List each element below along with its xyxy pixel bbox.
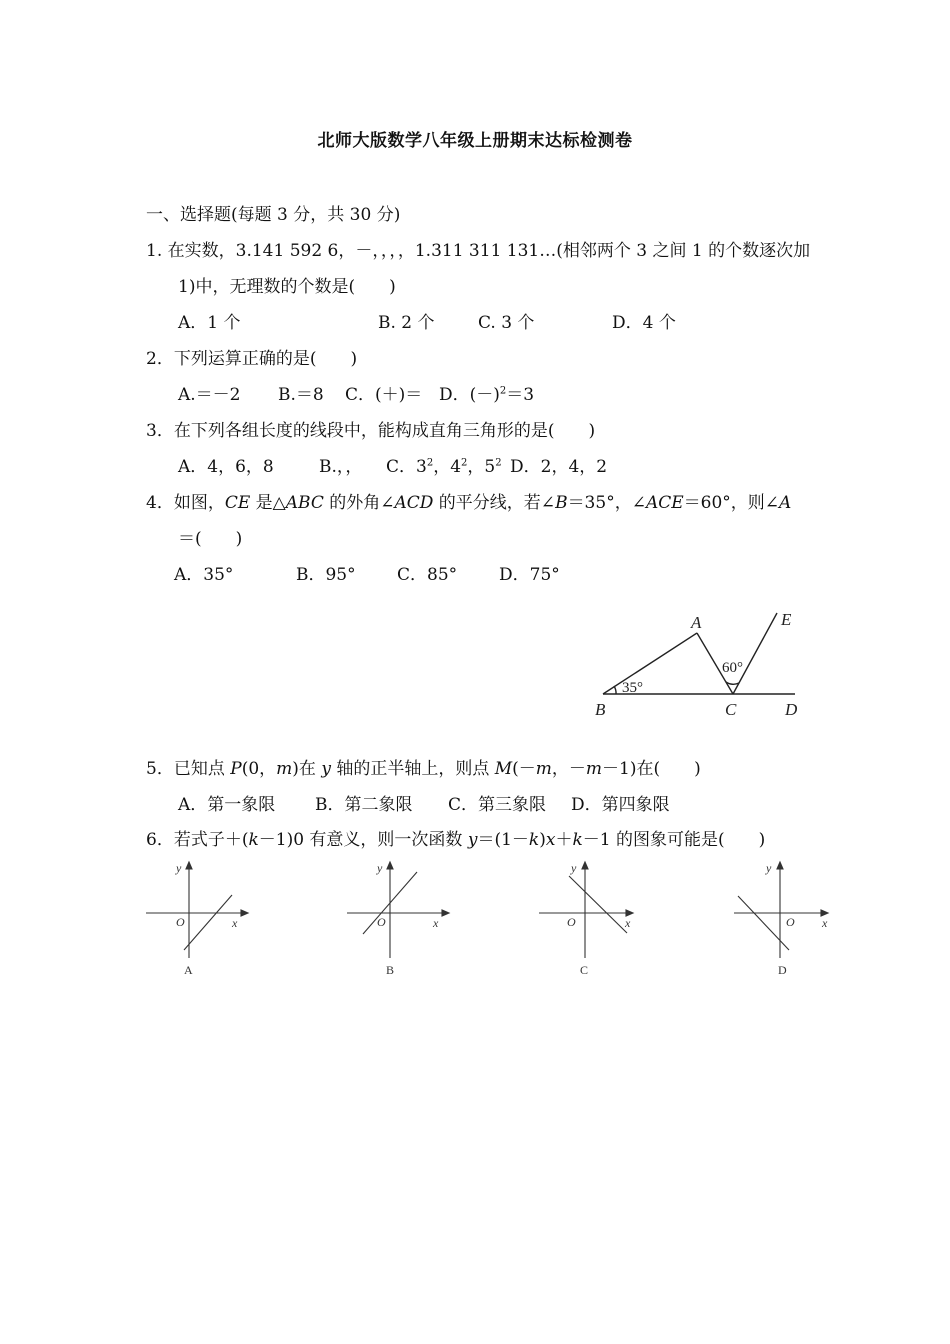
q4-option-c: C．85° bbox=[397, 565, 458, 585]
y-axis-arrow bbox=[186, 862, 192, 869]
q1-option-d: D．4 个 bbox=[612, 313, 676, 333]
y-label: y bbox=[176, 861, 182, 875]
q4-var-abc: ABC bbox=[285, 493, 324, 513]
y-label: y bbox=[571, 861, 577, 875]
q6-var-k: k bbox=[528, 830, 540, 850]
label-b: B bbox=[595, 700, 606, 719]
q5-var-m-point: M bbox=[494, 759, 513, 779]
q4-option-a: A．35° bbox=[174, 565, 234, 585]
label-d: D bbox=[785, 700, 798, 719]
q3-option-c-part: ，5 bbox=[467, 457, 496, 477]
q4-var-b: B bbox=[555, 493, 568, 513]
label-e: E bbox=[781, 610, 792, 629]
graph-label: B bbox=[386, 963, 395, 977]
q4-stem-line1 bbox=[146, 488, 791, 513]
q5-var-m: m bbox=[535, 759, 552, 779]
q5-option-c: C．第三象限 bbox=[448, 795, 547, 815]
page-title: 北师大版数学八年级上册期末达标检测卷 bbox=[317, 131, 633, 151]
x-label: x bbox=[433, 916, 439, 930]
q4-text: 是△ bbox=[250, 493, 286, 513]
q6-graph-d bbox=[732, 858, 840, 982]
q2-stem: 2．下列运算正确的是( ) bbox=[146, 349, 358, 369]
q3-option-c-part: C．3 bbox=[386, 457, 427, 477]
y-axis-arrow bbox=[777, 862, 783, 869]
q5-var-m: m bbox=[585, 759, 603, 779]
q5-stem bbox=[146, 754, 701, 779]
q5-text: －1)在( ) bbox=[602, 759, 701, 779]
q2-option-d-rest: ＝3 bbox=[506, 385, 535, 405]
q6-graph-b bbox=[345, 858, 455, 982]
q6-var-k: k bbox=[248, 830, 259, 850]
origin-label: O bbox=[567, 915, 576, 929]
q5-option-d: D．第四象限 bbox=[571, 795, 670, 815]
q1-stem-line2: 1)中，无理数的个数是( ) bbox=[178, 277, 396, 297]
origin-label: O bbox=[377, 915, 386, 929]
q5-text: )在 bbox=[292, 759, 322, 779]
q1-option-a: A．1 个 bbox=[178, 313, 241, 333]
x-axis-arrow bbox=[442, 910, 449, 916]
q6-text: 6．若式子＋( bbox=[146, 830, 249, 850]
x-label: x bbox=[232, 916, 238, 930]
q5-var-y: y bbox=[321, 759, 331, 779]
q6-text: ) bbox=[539, 830, 546, 850]
ray-ce bbox=[733, 613, 777, 694]
q4-var-acd: ACD bbox=[394, 493, 434, 513]
q4-var-a: A bbox=[779, 493, 792, 513]
q5-text: (－ bbox=[512, 759, 536, 779]
label-a: A bbox=[691, 613, 702, 632]
q3-option-c-part: ，4 bbox=[433, 457, 462, 477]
angle-label-b: 35° bbox=[622, 680, 643, 696]
q4-text: ＝60°，则∠ bbox=[683, 493, 780, 513]
q5-var-m: m bbox=[276, 759, 293, 779]
y-label: y bbox=[766, 861, 772, 875]
y-label: y bbox=[377, 861, 383, 875]
q3-option-c-exp: 2 bbox=[426, 457, 434, 469]
x-label: x bbox=[625, 916, 631, 930]
y-axis-arrow bbox=[387, 862, 393, 869]
q1-option-c: C. 3 个 bbox=[478, 313, 535, 333]
function-line bbox=[738, 896, 789, 950]
q2-option-b: B.＝8 bbox=[278, 385, 324, 405]
graph-label: D bbox=[778, 963, 787, 977]
angle-label-ace: 60° bbox=[722, 660, 743, 676]
q4-option-d: D．75° bbox=[499, 565, 560, 585]
q6-text: ＋ bbox=[555, 830, 573, 850]
q5-text: 轴的正半轴上，则点 bbox=[330, 759, 495, 779]
x-axis-arrow bbox=[241, 910, 248, 916]
q5-text: 5．已知点 bbox=[146, 759, 231, 779]
q3-option-d: D．2，4，2 bbox=[510, 457, 608, 477]
graph-label: C bbox=[580, 963, 589, 977]
segment-ba bbox=[603, 633, 697, 694]
x-label: x bbox=[822, 916, 828, 930]
q5-option-a: A．第一象限 bbox=[178, 795, 276, 815]
q6-var-k: k bbox=[572, 830, 583, 850]
q2-option-d-exp: 2 bbox=[499, 385, 507, 397]
q3-option-c-exp: 2 bbox=[461, 457, 468, 469]
angle-arc-ace bbox=[726, 682, 739, 684]
q4-triangle-figure bbox=[585, 605, 815, 725]
q6-text: ＝(1－ bbox=[477, 830, 529, 850]
q6-graph-c bbox=[537, 858, 647, 982]
graph-label: A bbox=[184, 963, 193, 977]
q6-var-x: x bbox=[545, 830, 556, 850]
q3-option-c-exp: 2 bbox=[495, 457, 502, 469]
q4-text: ＝35°，∠ bbox=[567, 493, 646, 513]
q4-var-ace: ACE bbox=[645, 493, 684, 513]
function-line bbox=[184, 895, 232, 950]
q2-option-a: A.＝－2 bbox=[178, 385, 241, 405]
q4-var-ce: CE bbox=[224, 493, 251, 513]
angle-arc-b bbox=[614, 686, 616, 694]
q4-text: 的平分线，若∠ bbox=[433, 493, 556, 513]
q4-text: 的外角∠ bbox=[323, 493, 395, 513]
q5-text: ，－ bbox=[551, 759, 586, 779]
q3-option-c bbox=[386, 452, 502, 477]
y-axis-arrow bbox=[582, 862, 588, 869]
section-heading: 一、选择题(每题 3 分，共 30 分) bbox=[146, 205, 401, 225]
q4-option-b: B．95° bbox=[296, 565, 356, 585]
function-line bbox=[569, 876, 627, 933]
q3-stem: 3．在下列各组长度的线段中，能构成直角三角形的是( ) bbox=[146, 421, 596, 441]
q1-option-b: B. 2 个 bbox=[378, 313, 435, 333]
q3-option-b: B.，， bbox=[319, 457, 363, 477]
label-c: C bbox=[725, 700, 737, 719]
q4-stem-line2: ＝( ) bbox=[178, 529, 243, 549]
q3-option-a: A．4，6，8 bbox=[178, 457, 274, 477]
q6-graph-a bbox=[144, 858, 254, 982]
q5-option-b: B．第二象限 bbox=[315, 795, 413, 815]
q6-var-y: y bbox=[467, 830, 478, 850]
q2-option-c: C．(＋)＝ bbox=[345, 385, 423, 405]
q1-stem-line1: 1. 在实数，3.141 592 6，－，，，，1.311 311 131…(相邻两个 3 之间 1 的个数逐次加 bbox=[146, 241, 811, 261]
q6-stem bbox=[146, 825, 765, 850]
q4-text: 4．如图， bbox=[146, 493, 225, 513]
q2-option-d-base: D．(－) bbox=[439, 385, 500, 405]
q6-text: －1 的图象可能是( ) bbox=[582, 830, 766, 850]
q2-option-d bbox=[439, 380, 534, 405]
q6-text: －1)0 有意义，则一次函数 bbox=[258, 830, 468, 850]
q5-text: (0， bbox=[241, 759, 277, 779]
origin-label: O bbox=[786, 915, 795, 929]
origin-label: O bbox=[176, 915, 185, 929]
q5-var-p: P bbox=[230, 759, 242, 779]
